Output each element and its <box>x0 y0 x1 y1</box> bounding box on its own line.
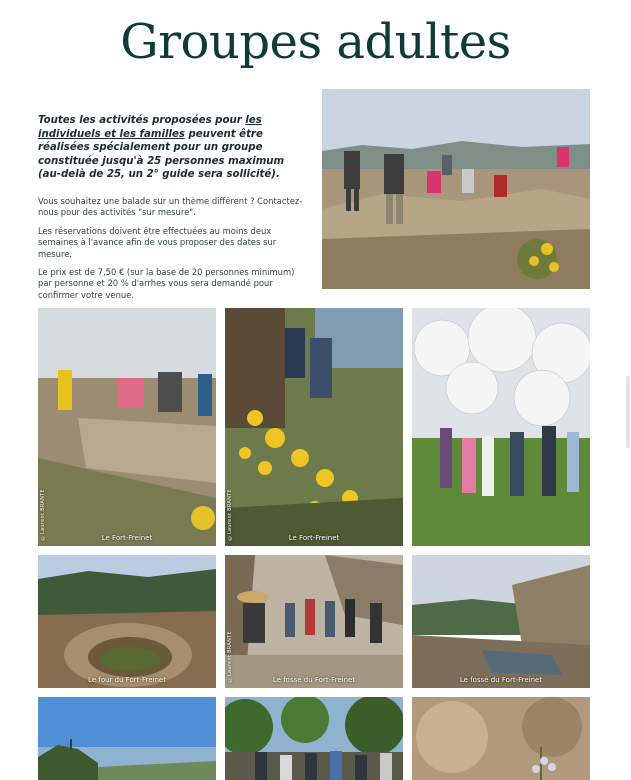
gallery-photo-2[interactable] <box>225 308 403 546</box>
gallery-photo-8[interactable] <box>225 697 403 780</box>
photo-1-caption: Le Fort-Freinet <box>101 534 153 542</box>
yellow-flowers-trail-image <box>225 308 403 546</box>
photo-4-caption: Le four du Fort-Freinet <box>88 676 166 684</box>
intro-before-link: Toutes les activités proposées pour <box>38 115 246 126</box>
price-paragraph: Le prix est de 7,50 € (sur la base de 20 personnes minimum) par personne et 20 % d'arrhes vous sera demandé pour confirmer votre venue. <box>38 267 295 300</box>
hiking-group-image <box>322 89 590 289</box>
gallery-photo-4[interactable] <box>38 555 216 688</box>
fort-oven-image <box>38 555 216 688</box>
reservation-paragraph: Les réservations doivent être effectuées au moins deux semaines à l'avance afin de vous proposer des dates sur mesure. <box>38 225 277 259</box>
group-in-ditch-image <box>225 555 403 688</box>
wildflower-closeup-image <box>412 697 590 780</box>
gallery-photo-1[interactable] <box>38 308 216 546</box>
photo-5-credit: ©Laurent BRANTE <box>227 630 233 682</box>
photo-2-credit: ©Laurent BRANTE <box>227 488 233 540</box>
individuals-families-link[interactable]: les individuels et les familles <box>38 115 262 140</box>
ditch-water-image <box>412 555 590 688</box>
scrollbar[interactable] <box>626 376 630 448</box>
intro-after-link: peuvent être réalisées spécialement pour un groupe constituée jusqu'à 25 personnes maximum (au-delà de 25, un 2° guide sera sollicité). <box>38 128 285 181</box>
group-in-forest-image <box>225 697 403 780</box>
photo-5-caption: Le fossé du Fort-Freinet <box>272 676 356 684</box>
intro-text <box>38 114 300 182</box>
gallery-photo-9[interactable] <box>412 697 590 780</box>
body-text <box>38 196 304 308</box>
gallery-photo-6[interactable] <box>412 555 590 688</box>
photo-2-caption: Le Fort-Freinet <box>288 534 340 542</box>
page-title: Groupes adultes <box>120 14 511 70</box>
hero-group-photo[interactable] <box>322 89 590 289</box>
gallery-photo-5[interactable] <box>225 555 403 688</box>
group-blossom-orchard-image <box>412 308 590 546</box>
gallery-photo-3[interactable] <box>412 308 590 546</box>
hilltop-view-image <box>38 697 216 780</box>
group-at-wall-image <box>38 308 216 546</box>
custom-activity-paragraph: Vous souhaitez une balade sur un thème différent ? Contactez-nous pour des activités "sur mesure". <box>38 196 303 218</box>
photo-1-credit: ©Laurent BRANTE <box>40 488 46 540</box>
photo-6-caption: Le fossé du Fort-Freinet <box>459 676 543 684</box>
gallery-photo-7[interactable] <box>38 697 216 780</box>
